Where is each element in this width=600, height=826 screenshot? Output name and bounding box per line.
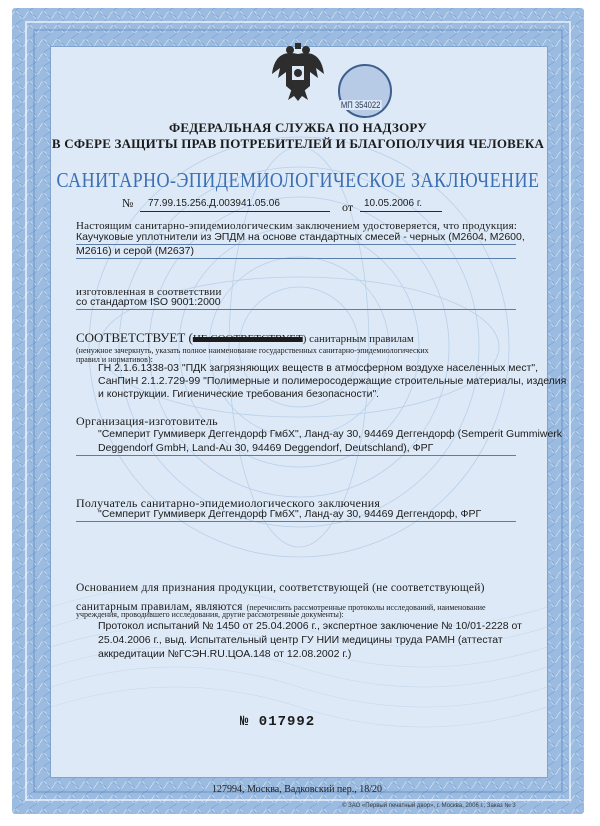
- manufacturer-heading: Организация-изготовитель: [76, 414, 218, 428]
- conformity-hint-line1: (ненужное зачеркнуть, указать полное наименование государственных санитарно-эпидемиологических: [76, 346, 429, 355]
- manufacturer-line2: Deggendorf GmbH, Land-Au 30, 94469 Deggendorf, Deutschland), ФРГ: [98, 442, 434, 454]
- agency-name-line2: В СФЕРЕ ЗАЩИТЫ ПРАВ ПОТРЕБИТЕЛЕЙ И БЛАГОПОЛУЧИЯ ЧЕЛОВЕКА: [51, 136, 545, 151]
- date-label: от: [342, 200, 354, 214]
- document-body-panel: [50, 46, 548, 778]
- background-rosette-pattern: [51, 47, 547, 777]
- basis-hint-line1: (перечислить рассмотренные протоколы исследований, наименование: [246, 603, 486, 612]
- conformity-line1: ГН 2.1.6.1338-03 "ПДК загрязняющих веществ в атмосферном воздухе населенных мест",: [98, 362, 539, 374]
- product-line1: Каучуковые уплотнители из ЭПДМ на основе стандартных смесей - черных (M2604, M2600,: [76, 231, 525, 243]
- document-title: САНИТАРНО-ЭПИДЕМИОЛОГИЧЕСКОЕ ЗАКЛЮЧЕНИЕ: [56, 168, 540, 192]
- recipient-heading: Получатель санитарно-эпидемиологического заключения: [76, 496, 381, 510]
- manufactured-standard: со стандартом ISO 9001:2000: [76, 296, 221, 308]
- number-label: №: [122, 196, 134, 210]
- printer-imprint: © ЗАО «Первый печатный двор», г. Москва, 2006 г., Заказ № 3: [342, 803, 516, 809]
- product-line2: M2616) и серой (M2637): [76, 245, 194, 257]
- number-underline: [140, 211, 330, 212]
- recipient-line1: "Семперит Гуммиверк Деггендорф ГмбХ", Ланд-ау 30, 94469 Деггендорф, ФРГ: [98, 508, 482, 520]
- agency-name-line1: ФЕДЕРАЛЬНАЯ СЛУЖБА ПО НАДЗОРУ: [169, 120, 427, 135]
- conformity-suffix: ) санитарным правилам: [302, 333, 414, 345]
- basis-line2: 25.04.2006 г., выд. Испытательный центр ГУ НИИ медицины труда РАМН (аттестат: [98, 634, 503, 646]
- conformity-label: СООТВЕТСТВУЕТ (: [76, 330, 193, 345]
- issuer-address: 127994, Москва, Вадковский пер., 18/20: [212, 784, 382, 795]
- certificate-number: 77.99.15.256.Д.003941.05.06: [148, 198, 280, 209]
- coat-of-arms-emblem: [270, 40, 326, 102]
- serial-number: № 017992: [240, 714, 316, 730]
- product-rule-1: [76, 244, 516, 245]
- product-heading: Настоящим санитарно-эпидемиологическим заключением удостоверяется, что продукция:: [76, 220, 518, 232]
- date-underline: [360, 211, 442, 212]
- manufactured-heading: изготовленная в соответствии: [76, 286, 222, 298]
- conformity-hint-line2: правил и нормативов):: [76, 355, 153, 364]
- seal-number: МП 354022: [340, 100, 381, 110]
- certificate-sheet: [12, 8, 584, 814]
- conformity-struck-text: НЕ СООТВЕТСТВУЕТ: [192, 333, 303, 345]
- product-rule-2: [76, 258, 516, 259]
- manufacturer-line1: "Семперит Гуммиверк Деггендорф ГмбХ", Ланд-ау 30, 94469 Деггендорф (Semperit Gummiwerk: [98, 428, 563, 440]
- conformity-line2: СанПиН 2.1.2.729-99 "Полимерные и полимеросодержащие строительные материалы, изделия: [98, 375, 567, 387]
- certificate-date: 10.05.2006 г.: [364, 198, 423, 209]
- basis-heading-line2-text: санитарным правилам, являются: [76, 601, 243, 613]
- basis-heading-line1: Основанием для признания продукции, соответствующей (не соответствующей): [76, 582, 485, 594]
- basis-line1: Протокол испытаний № 1450 от 25.04.2006 г., экспертное заключение № 10/01-2228 от: [98, 620, 522, 632]
- conformity-line3: и конструкции. Гигиенические требования безопасности".: [98, 388, 380, 400]
- recipient-rule: [76, 521, 516, 522]
- basis-line3: аккредитации №ГСЭН.RU.ЦОА.148 от 12.08.2002 г.): [98, 648, 352, 660]
- manufactured-rule: [76, 309, 516, 310]
- basis-hint-line2: учреждения, проводившего исследования, другие рассмотренные документы):: [76, 610, 344, 619]
- manufacturer-rule: [76, 455, 516, 456]
- conformity-statement: [76, 330, 414, 346]
